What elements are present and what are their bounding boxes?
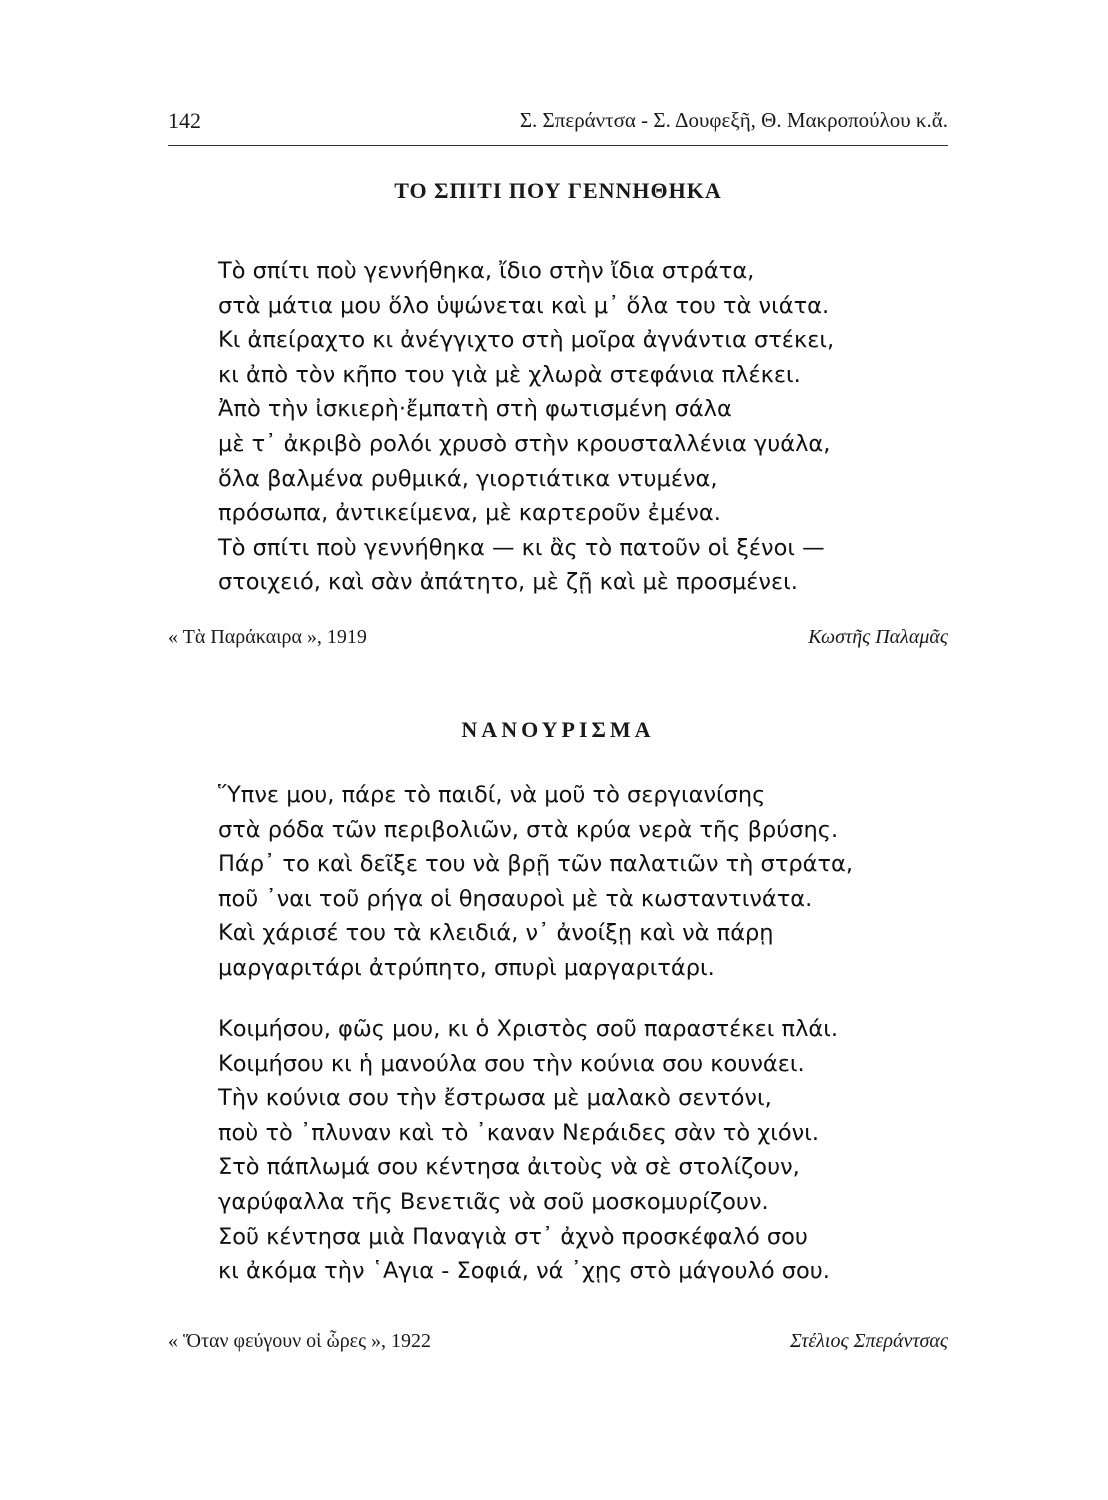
poem1-body: [218, 254, 918, 600]
poem1-title: ΤΟ ΣΠΙΤΙ ΠΟΥ ΓΕΝΝΗΘΗΚΑ: [394, 178, 722, 203]
header-rule: [168, 145, 948, 146]
poem-line: Καὶ χάρισέ του τὰ κλειδιά, ν᾿ ἀνοίξῃ καὶ νὰ πάρῃ: [218, 920, 774, 947]
poem-line: Κοιμήσου, φῶς μου, κι ὁ Χριστὸς σοῦ παραστέκει πλάι.: [218, 1016, 838, 1042]
poem-line: Τὸ σπίτι ποὺ γεννήθηκα — κι ἂς τὸ πατοῦν οἱ ξένοι —: [218, 534, 825, 561]
poem-line: γαρύφαλλα τῆς Βενετιᾶς νὰ σοῦ μοσκομυρίζουν.: [218, 1188, 769, 1215]
poem-line: Σοῦ κέντησα μιὰ Παναγιὰ στ᾿ ἀχνὸ προσκέφαλό σου: [218, 1223, 808, 1250]
poem2-stanza-2: [218, 1012, 918, 1289]
poem2-stanza-1: [218, 778, 918, 986]
poem2-author: Στέλιος Σπεράντσας: [790, 1330, 948, 1352]
poem-line: στὰ μάτια μου ὅλο ὑψώνεται καὶ μ᾿ ὅλα του τὰ νιάτα.: [218, 292, 830, 319]
poem1-source: « Τὰ Παράκαιρα », 1919: [168, 626, 367, 648]
poem-line: Τὸ σπίτι ποὺ γεννήθηκα, ἴδιο στὴν ἴδια στράτα,: [218, 258, 755, 284]
poem-line: Τὴν κούνια σου τὴν ἔστρωσα μὲ μαλακὸ σεντόνι,: [218, 1085, 772, 1112]
poem-line: πρόσωπα, ἀντικείμενα, μὲ καρτεροῦν ἐμένα.: [218, 500, 721, 527]
poem-line: κι ἀκόμα τὴν ῾Αγια - Σοφιά, νά ᾿χῃς στὸ μάγουλό σου.: [218, 1258, 830, 1285]
poem-line: κι ἀπὸ τὸν κῆπο του γιὰ μὲ χλωρὰ στεφάνια πλέκει.: [218, 361, 801, 388]
poem2-source: « Ὅταν φεύγουν οἱ ὧρες », 1922: [168, 1330, 431, 1352]
page-header: [168, 106, 948, 140]
poem2-attribution: [168, 1330, 948, 1360]
poem-line: Κοιμήσου κι ἡ μανούλα σου τὴν κούνια σου κουνάει.: [218, 1050, 805, 1077]
poem-line: ποὺ τὸ ᾿πλυναν καὶ τὸ ᾿καναν Νεράιδες σὰν τὸ χιόνι.: [218, 1119, 819, 1146]
poem-line: Πάρ᾿ το καὶ δεῖξε του νὰ βρῇ τῶν παλατιῶν τὴ στράτα,: [218, 851, 854, 878]
poem-line: μὲ τ᾿ ἀκριβὸ ρολόι χρυσὸ στὴν κρουσταλλένια γυάλα,: [218, 430, 831, 457]
poem-line: ποῦ ᾿ναι τοῦ ρήγα οἱ θησαυροὶ μὲ τὰ κωσταντινάτα.: [218, 885, 813, 912]
poem-line: μαργαριτάρι ἀτρύπητο, σπυρὶ μαργαριτάρι.: [218, 954, 715, 981]
poem1-attribution: [168, 626, 948, 656]
poem1-author: Κωστῆς Παλαμᾶς: [808, 626, 948, 648]
poem-line: στὰ ρόδα τῶν περιβολιῶν, στὰ κρύα νερὰ τῆς βρύσης.: [218, 816, 839, 843]
poem-line: Κι ἀπείραχτο κι ἀνέγγιχτο στὴ μοῖρα ἀγνάντια στέκει,: [218, 327, 835, 354]
page-number: 142: [168, 108, 201, 133]
poem-line: ὅλα βαλμένα ρυθμικά, γιορτιάτικα ντυμένα,: [218, 465, 718, 492]
poem-line: Ἀπὸ τὴν ἰσκιερὴ·ἔμπατὴ στὴ φωτισμένη σάλα: [218, 396, 732, 423]
poem-line: στοιχειό, καὶ σὰν ἀπάτητο, μὲ ζῇ καὶ μὲ προσμένει.: [218, 569, 798, 596]
poem-line: Ὕπνε μου, πάρε τὸ παιδί, νὰ μοῦ τὸ σεργιανίσης: [218, 782, 766, 808]
running-title: Σ. Σπεράντσα - Σ. Δουφεξῆ, Θ. Μακροπούλου κ.ἄ.: [519, 108, 948, 132]
poem2-title: ΝΑΝΟΥΡΙΣΜΑ: [461, 717, 655, 742]
poem-line: Στὸ πάπλωμά σου κέντησα ἀιτοὺς νὰ σὲ στολίζουν,: [218, 1154, 800, 1181]
